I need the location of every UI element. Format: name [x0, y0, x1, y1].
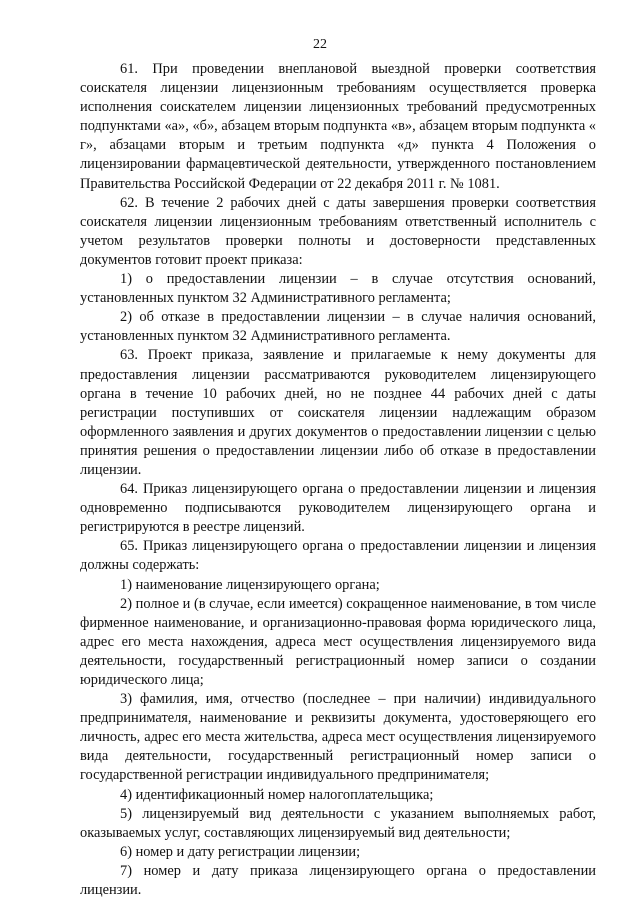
list-item: 4) идентификационный номер налогоплательщика; [120, 786, 434, 803]
paragraph-65: 65. Приказ лицензирующего органа о предоставлении лицензии и лицензия должны содержать: [80, 538, 596, 574]
list-item: 2) об отказе в предоставлении лицензии – в случае наличия оснований, установленных пунктом 32 Административного регламента. [80, 309, 596, 345]
paragraph-61: 61. При проведении внеплановой выездной проверки соответствия соискателя лицензии лицензионным требованиям осуществляется проверка исполнения соискателем лицензии лицензионных требований предусмотренных подпунктами «а», «б», абзацем вторым подпункта «в», абзацем вторым подпункта « г», абзацами вторым и третьим подпункта «д» пункта 4 Положения о лицензировании фармацевтической деятельности, утвержденного постановлением Правительства Российской Федерации от 22 декабря 2011 г. № 1081. [80, 61, 596, 192]
paragraph-63: 63. Проект приказа, заявление и прилагаемые к нему документы для предоставления лицензии рассматриваются руководителем лицензирующего органа в течение 10 рабочих дней, но не позднее 44 рабочих дней с даты регистрации поступивших от соискателя лицензии надлежащим образом оформленного заявления и других документов о предоставлении лицензии с целью принятия решения о предоставлении лицензии либо об отказе в предоставлении лицензии. [80, 347, 596, 478]
list-item: 3) фамилия, имя, отчество (последнее – при наличии) индивидуального предпринимателя, наименование и реквизиты документа, удостоверяющего его личность, адрес его места жительства, адреса мест осуществления лицензируемого вида деятельности, государственный регистрационный номер записи о государственной регистрации индивидуального предпринимателя; [80, 691, 596, 784]
list-item: 1) о предоставлении лицензии – в случае отсутствия оснований, установленных пунктом 32 Административного регламента; [80, 271, 596, 307]
paragraph-64: 64. Приказ лицензирующего органа о предоставлении лицензии и лицензия одновременно подписываются руководителем лицензирующего органа и регистрируются в реестре лицензий. [80, 481, 596, 536]
page-number: 22 [313, 37, 327, 52]
document-body [80, 60, 596, 900]
list-item: 1) наименование лицензирующего органа; [120, 576, 380, 593]
list-item: 5) лицензируемый вид деятельности с указанием выполняемых работ, оказываемых услуг, составляющих лицензируемый вид деятельности; [80, 805, 596, 841]
list-item: 6) номер и дату регистрации лицензии; [120, 843, 361, 860]
list-item: 7) номер и дату приказа лицензирующего органа о предоставлении лицензии. [80, 862, 596, 899]
list-item: 2) полное и (в случае, если имеется) сокращенное наименование, в том числе фирменное наименование, и организационно-правовая форма юридического лица, адрес его места нахождения, адреса мест осуществления лицензируемого вида деятельности, государственный регистрационный номер записи о создании юридического лица; [80, 595, 596, 688]
paragraph-62: 62. В течение 2 рабочих дней с даты завершения проверки соответствия соискателя лицензии лицензионным требованиям ответственный исполнитель с учетом результатов проверки полноты и достоверности представленных документов готовит проект приказа: [80, 194, 596, 268]
